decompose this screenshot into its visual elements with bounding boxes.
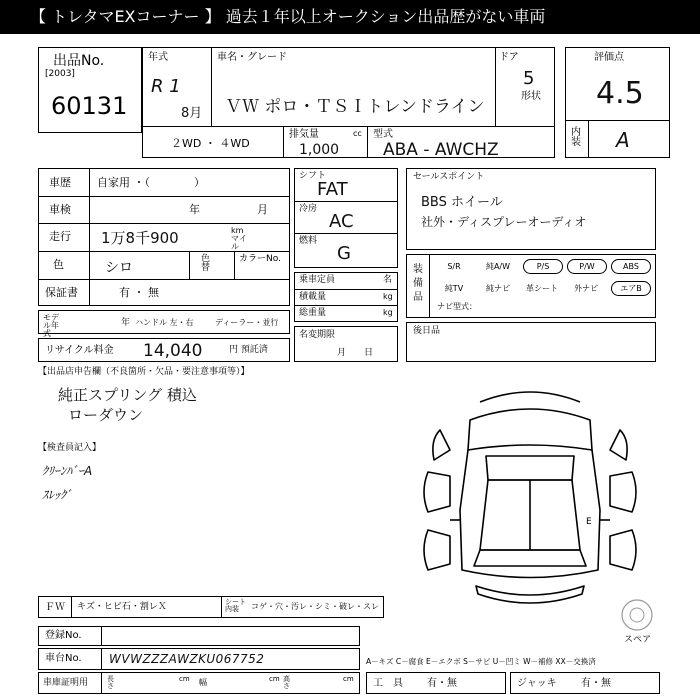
model-label: 車名・グレード: [217, 52, 287, 63]
color-value: シロ: [105, 260, 133, 276]
weight-label: 総重量: [299, 308, 327, 318]
seat-text: コゲ・穴・汚レ・シミ・破レ・スレ: [251, 602, 379, 611]
warranty-value: 有 ・ 無: [119, 286, 159, 299]
history-label: 車歴: [49, 176, 71, 189]
load-unit: kg: [383, 292, 393, 301]
fw-label: ＦＷ: [45, 602, 65, 613]
equipment-option: P/S: [523, 259, 563, 274]
tools-value: 有・無: [427, 678, 457, 689]
month-value: 8月: [181, 106, 203, 121]
recycle-unit: 円 預託済: [229, 345, 268, 355]
ac-label: 冷房: [299, 204, 318, 214]
sales-line2: 社外・ディスプレーオーディオ: [421, 215, 587, 229]
length-unit: cm: [179, 675, 190, 683]
inspector-line2: ｽﾚｯｸﾞ: [42, 488, 73, 502]
chassis-value: WVWZZZAWZKU067752: [109, 652, 265, 666]
recycle-row: [38, 338, 290, 362]
lot-year-tag: [2003]: [45, 69, 75, 79]
shift-label: シフト: [299, 171, 327, 181]
lot-label: 出品No.: [53, 53, 105, 69]
sales-label: セールスポイント: [413, 172, 485, 182]
color-change-label: 色替: [201, 254, 211, 273]
equipment-option: ABS: [611, 259, 651, 274]
cc-unit: cc: [353, 129, 362, 138]
car-left-front-fender: [424, 472, 450, 512]
equipment-option: S/R: [447, 262, 461, 271]
height-label: 高さ: [283, 675, 290, 690]
inspection-month-unit: 月: [257, 203, 268, 216]
inspection-year-unit: 年: [189, 203, 200, 216]
inspector-line1: ｸﾘｰﾝﾊﾞｰA: [42, 464, 93, 478]
shape-label: 形状: [521, 91, 541, 102]
notes-line2: ローダウン: [68, 406, 144, 424]
model-year-unit: 年: [121, 318, 131, 328]
lot-number: 60131: [51, 92, 128, 120]
cert-row: [38, 672, 360, 694]
car-left-rear-fender: [424, 530, 450, 570]
capacity-box: [294, 272, 398, 322]
drive-label: ２WD ・ ４WD: [171, 137, 250, 150]
retrofit-label: 後日品: [413, 326, 441, 336]
equipment-option: 純A/W: [485, 262, 511, 271]
model-year-row: [38, 310, 290, 338]
ac-value: AC: [329, 211, 354, 232]
scratch-row: [38, 596, 384, 618]
inspection-label: 車検: [49, 203, 71, 216]
chassis-row: [38, 648, 360, 670]
lot-box: [38, 47, 142, 133]
km-unit: km マイル: [231, 226, 247, 251]
model-year-label: モデル年式: [43, 313, 59, 338]
year-label: 年式: [148, 52, 168, 63]
equipment-label: 装備品: [413, 264, 423, 303]
car-damage-mark: E: [586, 517, 592, 527]
spare-label: スペア: [624, 635, 652, 645]
info-box: [38, 168, 290, 306]
interior-label: 内装: [571, 127, 581, 148]
notes-label: 【出品店申告欄（不良箇所・欠品・要注意事項等）】: [38, 367, 250, 377]
height-unit: cm: [343, 675, 354, 683]
displacement-value: 1,000: [299, 142, 340, 158]
car-front-bumper: [480, 392, 580, 402]
equipment-box: [406, 254, 656, 318]
shift-box: [294, 168, 398, 268]
length-label: 長さ: [107, 675, 114, 690]
shift-value: FAT: [317, 179, 348, 200]
score-box: [565, 47, 670, 158]
model-value: ＶＷ ポロ・ＴＳＩトレンドライン: [225, 97, 485, 117]
mileage-value: 1万8千900: [101, 229, 179, 247]
width-unit: cm: [269, 675, 280, 683]
car-left-mirror: [433, 430, 450, 460]
car-rear-bumper: [476, 586, 584, 603]
equipment-option: P/W: [567, 259, 607, 274]
color-no-label: カラーNo.: [239, 254, 281, 264]
equipment-option: 純ナビ: [486, 284, 510, 293]
equipment-row-1: [435, 259, 655, 275]
name-change-label: 名変期限: [299, 330, 336, 340]
jack-label: ジャッキ: [517, 678, 557, 689]
handle-extra: ディーラー・並行: [215, 318, 279, 327]
recycle-value: 14,040: [143, 341, 203, 361]
notes-line1: 純正スプリング 積込: [58, 386, 197, 404]
fuel-value: G: [337, 243, 351, 264]
equipment-option: 革シート: [526, 284, 558, 293]
jack-box: [510, 672, 660, 694]
inspector-label: 【検査員記入】: [38, 443, 102, 453]
reg-row: [38, 626, 360, 646]
car-windshield: [486, 456, 574, 480]
equipment-row-2: [435, 281, 655, 297]
fuel-label: 燃料: [299, 236, 318, 246]
retrofit-box: [406, 322, 656, 362]
type-label: 型式: [373, 129, 393, 140]
year-value: R 1: [151, 76, 181, 97]
name-change-box: [294, 326, 398, 362]
type-value: ABA - AWCHZ: [383, 140, 499, 160]
name-change-unit: 月 日: [337, 348, 374, 358]
doors-label: ドア: [499, 52, 519, 63]
color-label: 色: [53, 258, 64, 271]
car-right-front-fender: [610, 472, 636, 512]
seat-label: シート内装: [225, 598, 246, 613]
chassis-label: 車台No.: [45, 653, 82, 664]
load-label: 積載量: [299, 292, 327, 302]
fw-text: キズ・ヒビ石・割レＸ: [77, 602, 167, 612]
sales-line1: BBS ホイール: [421, 195, 503, 210]
score-value: 4.5: [596, 76, 644, 111]
tools-label: 工 具: [373, 678, 403, 689]
header-box: [142, 47, 555, 158]
handle-label: ハンドル 左・右: [135, 318, 194, 327]
navi-type-label: ナビ型式：: [437, 302, 477, 311]
sales-box: [406, 168, 656, 250]
weight-unit: kg: [383, 308, 393, 317]
equipment-option: 外ナビ: [574, 284, 598, 293]
recycle-label: リサイクル料金: [45, 345, 114, 356]
displacement-label: 排気量: [289, 129, 319, 140]
equipment-option: エアB: [611, 281, 651, 296]
width-label: 幅: [199, 678, 207, 687]
capacity-unit: 名: [383, 275, 393, 285]
cert-label: 車庫証明用: [43, 678, 89, 688]
doors-value: 5: [523, 68, 535, 89]
score-label: 評価点: [594, 52, 624, 63]
history-value: 自家用 ・（ ）: [97, 176, 205, 189]
mileage-label: 走行: [49, 230, 71, 243]
car-front-outline: [468, 409, 592, 450]
car-right-rear-fender: [610, 530, 636, 570]
banner-title: 【 トレタマEXコーナー 】 過去１年以上オークション出品歴がない車両: [0, 0, 700, 34]
damage-legend: A－キズ C－腐食 E－エクボ S－サビ U－凹ミ W－補修 XX－交換済: [366, 657, 596, 666]
interior-value: A: [616, 128, 630, 152]
car-diagram: [410, 380, 650, 620]
jack-value: 有・無: [581, 678, 611, 689]
capacity-label: 乗車定員: [299, 275, 336, 285]
car-right-mirror: [610, 430, 627, 460]
warranty-label: 保証書: [45, 286, 78, 299]
spare-tire-icon: [620, 598, 654, 632]
reg-label: 登録No.: [45, 630, 82, 641]
tools-box: [366, 672, 506, 694]
car-rear-window: [474, 550, 586, 566]
equipment-option: 純TV: [444, 284, 464, 293]
